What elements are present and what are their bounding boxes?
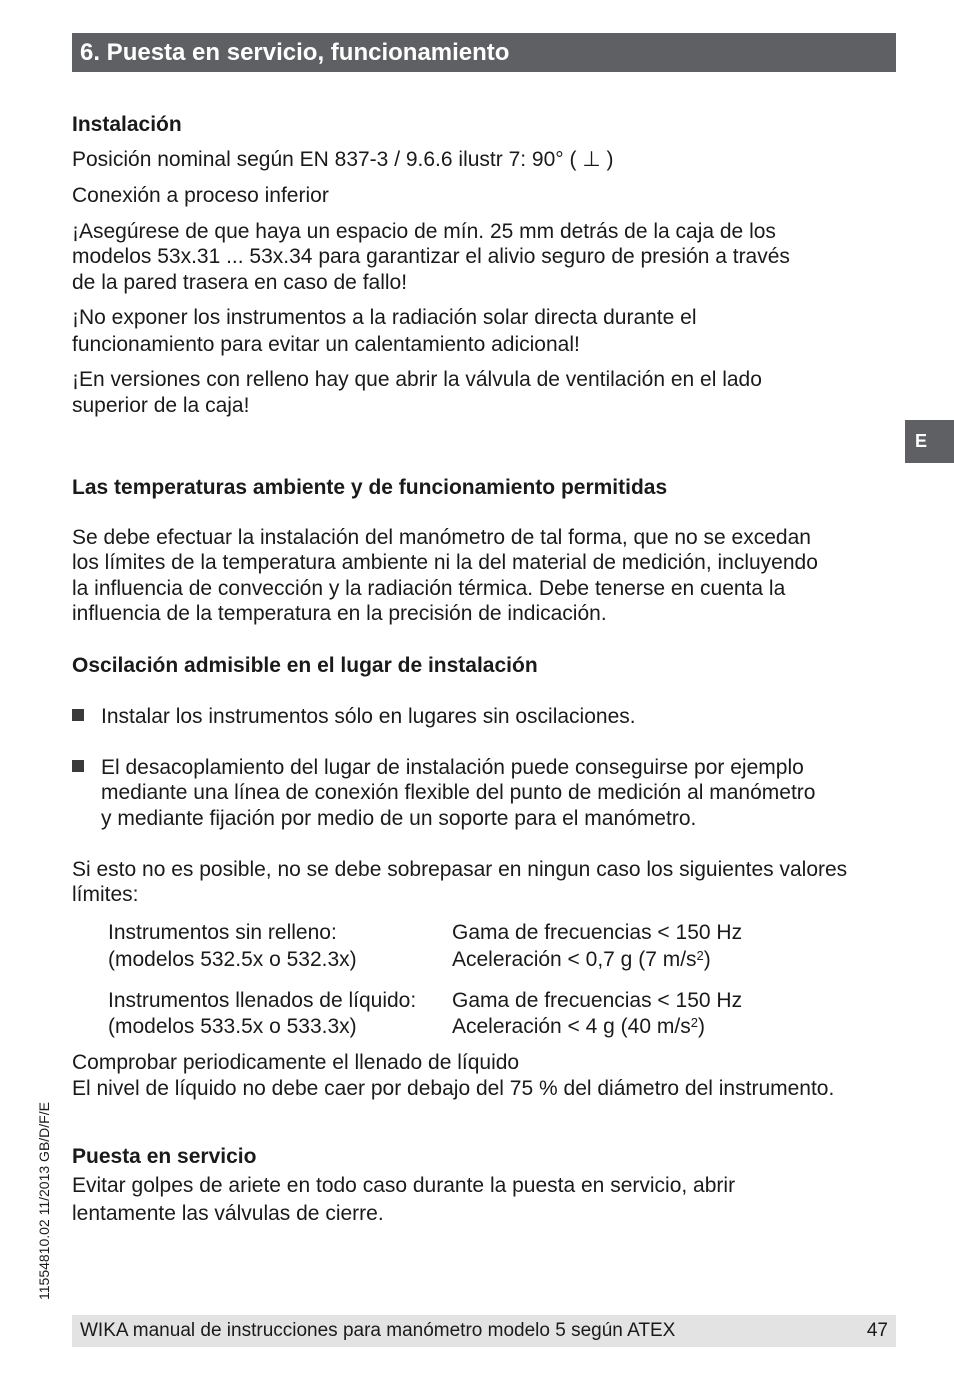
document-number: 11554810.02 11/2013 GB/D/F/E [36, 1102, 52, 1300]
limits-intro: límites: [72, 883, 139, 906]
limits-intro: Si esto no es posible, no se debe sobrepasar en ningun caso los siguientes valores [72, 858, 848, 881]
filled-models: (modelos 533.5x o 533.3x) [108, 1015, 357, 1038]
warning-space-line: modelos 53x.31 ... 53x.34 para garantizar el alivio seguro de presión a través [72, 245, 790, 268]
bullet-square-icon [72, 709, 84, 721]
filled-label: Instrumentos llenados de líquido: [108, 989, 417, 1012]
fill-check-line: El nivel de líquido no debe caer por debajo del 75 % del diámetro del instrumento. [72, 1077, 835, 1100]
installation-heading: Instalación [72, 113, 182, 136]
temperatures-heading: Las temperaturas ambiente y de funcionamiento permitidas [72, 476, 668, 499]
commissioning-heading: Puesta en servicio [72, 1145, 257, 1168]
vibration-heading: Oscilación admisible en el lugar de instalación [72, 654, 538, 677]
bullet-item: El desacoplamiento del lugar de instalación puede conseguirse por ejemplo [101, 756, 804, 779]
unfilled-frequency: Gama de frecuencias < 150 Hz [452, 921, 743, 944]
commissioning-line: Evitar golpes de ariete en todo caso durante la puesta en servicio, abrir [72, 1174, 736, 1197]
temperatures-line: los límites de la temperatura ambiente ni la del material de medición, incluyendo [72, 551, 818, 574]
installation-position: Posición nominal según EN 837-3 / 9.6.6 ilustr 7: 90° ( ⊥ ) [72, 148, 614, 171]
bullet-item: y mediante fijación por medio de un soporte para el manómetro. [101, 807, 697, 830]
filled-frequency: Gama de frecuencias < 150 Hz [452, 989, 743, 1012]
fill-check-line: Comprobar periodicamente el llenado de líquido [72, 1051, 520, 1074]
filled-acceleration: Aceleración < 4 g (40 $m/s^2$) [452, 1015, 705, 1038]
bullet-item: Instalar los instrumentos sólo en lugares sin oscilaciones. [101, 705, 636, 728]
warning-sun-line: ¡No exponer los instrumentos a la radiación solar directa durante el [72, 306, 697, 329]
page-number: 47 [866, 1320, 888, 1341]
unfilled-acceleration: Aceleración < 0,7 g (7 $m/s^2$) [452, 948, 711, 971]
bullet-item: mediante una línea de conexión flexible del punto de medición al manómetro [101, 781, 816, 804]
warning-space-line: de la pared trasera en caso de fallo! [72, 271, 408, 294]
page-footer [72, 1315, 896, 1347]
unfilled-models: (modelos 532.5x o 532.3x) [108, 948, 357, 971]
commissioning-line: lentamente las válvulas de cierre. [72, 1202, 384, 1225]
section-header: 6. Puesta en servicio, funcionamiento [72, 33, 896, 72]
installation-connection: Conexión a proceso inferior [72, 184, 329, 207]
footer-text: WIKA manual de instrucciones para manómetro modelo 5 según ATEX [80, 1320, 676, 1341]
warning-sun-line: funcionamiento para evitar un calentamiento adicional! [72, 333, 580, 356]
bullet-square-icon [72, 760, 84, 772]
temperatures-line: Se debe efectuar la instalación del manómetro de tal forma, que no se excedan [72, 526, 811, 549]
temperatures-line: influencia de la temperatura en la precisión de indicación. [72, 602, 607, 625]
warning-fill-line: ¡En versiones con relleno hay que abrir la válvula de ventilación en el lado [72, 368, 762, 391]
language-tab: E [905, 420, 954, 463]
unfilled-label: Instrumentos sin relleno: [108, 921, 337, 944]
temperatures-line: la influencia de convección y la radiación térmica. Debe tenerse en cuenta la [72, 577, 786, 600]
warning-space-line: ¡Asegúrese de que haya un espacio de mín. 25 mm detrás de la caja de los [72, 220, 776, 243]
warning-fill-line: superior de la caja! [72, 394, 250, 417]
